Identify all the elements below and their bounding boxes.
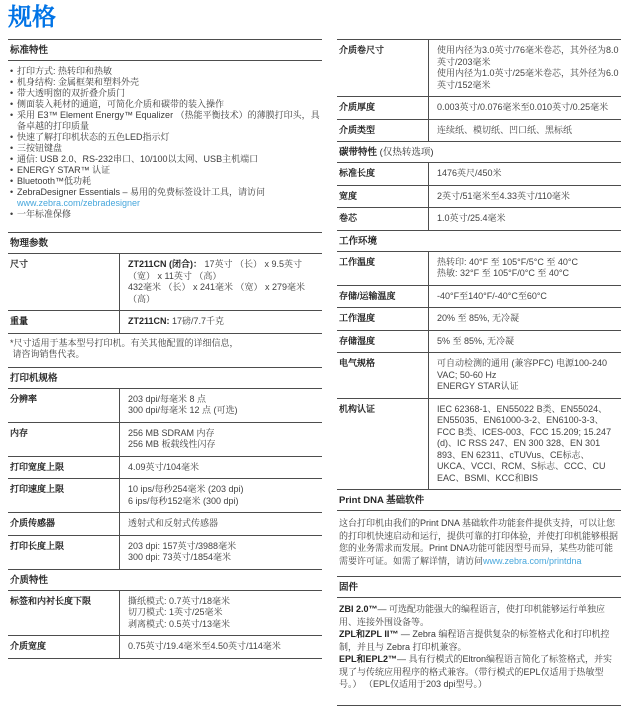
spec-label: 存储/运输温度	[337, 286, 429, 308]
table-row	[337, 120, 621, 143]
table-row	[8, 389, 322, 423]
weight-value: 17磅/7.7千克	[169, 316, 225, 327]
spec-value: 透射式和反射式传感器	[128, 518, 219, 529]
firmware-list	[337, 598, 621, 706]
physical-table	[8, 254, 322, 334]
media-roll-table	[337, 39, 621, 142]
firmware-desc: — Zebra 编程语言提供复杂的标签格式化和打印机控制，并且与 Zebra 打印机兼容。	[339, 629, 610, 652]
spec-label: 介质宽度	[8, 636, 120, 658]
spec-label: 存储湿度	[337, 331, 429, 353]
section-title: 碳带特性	[339, 147, 378, 159]
section-header-environment	[337, 231, 621, 252]
spec-label: 宽度	[337, 186, 429, 208]
table-row	[337, 163, 621, 186]
printdna-description	[337, 511, 621, 576]
firmware-name: ZPL和ZPL II™	[339, 629, 399, 640]
table-row-dimensions	[8, 254, 322, 311]
table-row	[337, 331, 621, 354]
spec-label: 介质传感器	[8, 513, 120, 535]
spec-label: 机构认证	[337, 399, 429, 490]
model-name: ZT211CN (闭合)：	[128, 259, 203, 270]
section-header-physical	[8, 232, 322, 254]
spec-value: 5% 至 85%, 无冷凝	[437, 335, 515, 346]
section-title: 固件	[339, 582, 359, 594]
spec-label: 标签和内衬长度下限	[8, 591, 120, 636]
section-header-printer-specs	[8, 367, 322, 389]
spec-value	[120, 254, 322, 310]
firmware-name: ZBI 2.0™	[339, 604, 378, 615]
firmware-name: EPL和EPL2™	[339, 654, 398, 665]
dimensions-inches: 17英寸 （长） x 9.5英寸 （宽） x 11英寸 （高）	[128, 259, 303, 281]
printdna-link[interactable]: www.zebra.com/printdna	[483, 555, 582, 566]
spec-value: 4.09英寸/104毫米	[128, 461, 200, 472]
spec-value: 热转印: 40°F 至 105°F/5°C 至 40°C 热敏: 32°F 至 105°F/0°C 至 40°C	[437, 256, 578, 279]
feature-item: • 带大透明窗的双折叠介质门	[10, 88, 322, 99]
feature-item: • 三按钮键盘	[10, 143, 322, 154]
spec-value: IEC 62368-1、EN55022 B类、EN55024、EN55035、EN61000-3-2、EN6100-3-3、FCC B类、ICES-003、FCC 15.209; 15.247 (d)、IC RSS 247、EN 300 328、EN 301 893、EN 62311、cTUVus、CE标志、UKCA、VCCI、RCM、S标志、CCC、CU EAC、BSMI、KCC和BIS	[437, 403, 612, 483]
printer-specs-table	[8, 389, 322, 570]
standard-features-list	[8, 66, 322, 220]
spec-value: 可自动检测的通用 (兼容PFC) 电源100-240 VAC; 50-60 Hz ENERGY STAR认证	[437, 358, 608, 392]
feature-item: • 打印方式: 热转印和热敏	[10, 66, 322, 77]
dimensions-footnote: *尺寸适用于基本型号打印机。有关其他配置的详细信息， 请咨询销售代表。	[10, 337, 239, 359]
spec-value: -40°F至140°F/-40°C至60°C	[437, 290, 547, 301]
ribbon-table	[337, 163, 621, 231]
section-title: 打印机规格	[10, 372, 58, 384]
spec-value: 0.75英寸/19.4毫米至4.50英寸/114毫米	[128, 641, 281, 652]
spec-label: 工作温度	[337, 252, 429, 285]
table-row	[8, 536, 322, 570]
feature-item: • ENERGY STAR™ 认证	[10, 165, 322, 176]
table-row	[337, 353, 621, 399]
right-column	[337, 39, 621, 706]
page-title: 规格	[8, 4, 56, 31]
spec-label: 打印长度上限	[8, 536, 120, 569]
spec-label: 打印宽度上限	[8, 457, 120, 479]
firmware-desc: — 具有行模式的Eltron编程语言简化了标签格式，并实现了与传统应用程序的格式兼容。（带行模式的EPL仅适用于热敏型号。） （EPL仅适用于203 dpi型号。）	[339, 654, 613, 690]
spec-value: 256 MB SDRAM 内存 256 MB 板载线性闪存	[128, 427, 216, 450]
spec-value: 2英寸/51毫米至4.33英寸/110毫米	[437, 190, 570, 201]
spec-label: 分辨率	[8, 389, 120, 422]
section-title: 物理参数	[10, 238, 49, 250]
dimensions-mm: 432毫米 （长） x 241毫米 （宽） x 279毫米 （高）	[128, 282, 306, 304]
table-row	[8, 636, 322, 659]
spec-value: 0.003英寸/0.076毫米至0.010英寸/0.25毫米	[437, 102, 609, 113]
table-row	[337, 286, 621, 309]
feature-item: • 一年标准保修	[10, 209, 322, 220]
spec-value: 使用内径为3.0英寸/76毫米卷芯，其外径为8.0英寸/203毫米 使用内径为1.0英寸/25毫米卷芯，其外径为6.0英寸/152毫米	[437, 45, 619, 90]
table-row	[337, 97, 621, 120]
spec-label: 电气规格	[337, 353, 429, 398]
zebradesigner-link[interactable]: www.zebra.com/zebradesigner	[17, 198, 141, 209]
section-header-printdna	[337, 490, 621, 511]
table-row	[8, 513, 322, 536]
section-header-media	[8, 570, 322, 591]
printdna-text: 这台打印机由我们的Print DNA 基础软件功能套件提供支持，可以让您的打印机快速启动和运行，提供可靠的打印体验，并使打印机能够根据您的业务需求而发展。Print DNA功能可能因型号而异，某些功能可能需要许可证。如需了解详情，请访问	[339, 518, 619, 566]
spec-label: 介质类型	[337, 120, 429, 142]
section-header-firmware	[337, 576, 621, 598]
spec-value: 撕纸模式: 0.7英寸/18毫米 切刀模式: 1英寸/25毫米 剥离模式: 0.5英寸/13毫米	[128, 595, 231, 629]
spec-label: 工作湿度	[337, 308, 429, 330]
table-row	[337, 40, 621, 97]
two-column-layout	[8, 39, 623, 706]
feature-item: • Bluetooth™低功耗	[10, 176, 322, 187]
feature-item: • 侧面装入耗材的通道，可简化介质和碳带的装入操作	[10, 99, 322, 110]
firmware-item-zpl	[339, 628, 619, 653]
feature-item: • 采用 E3™ Element Energy™ Equalizer （热能平衡技术）的薄膜打印头，具备卓越的打印质量	[10, 110, 322, 132]
feature-item: • 通信: USB 2.0、RS-232串口、10/100以太网、USB主机端口	[10, 154, 322, 165]
spec-label: 卷芯	[337, 208, 429, 230]
spec-label: 打印速度上限	[8, 479, 120, 512]
spec-value	[120, 311, 322, 333]
spec-value: 连续纸、模切纸、凹口纸、黑标纸	[437, 124, 573, 135]
section-title: 介质特性	[10, 574, 49, 586]
feature-item: • 机身结构: 金属框架和塑料外壳	[10, 77, 322, 88]
firmware-desc: — 可选配功能强大的编程语言，使打印机能够运行单独应用、连接外围设备等。	[339, 604, 606, 627]
media-table	[8, 591, 322, 659]
feature-item-text: ZebraDesigner Essentials – 易用的免费标签设计工具，请访问	[17, 187, 266, 198]
left-column	[8, 39, 322, 659]
spec-label: 尺寸	[8, 254, 120, 310]
firmware-item-zbi	[339, 603, 619, 628]
section-header-ribbon	[337, 142, 621, 163]
spec-label: 介质卷尺寸	[337, 40, 429, 96]
section-title: 工作环境	[339, 235, 378, 247]
spec-label: 内存	[8, 423, 120, 456]
table-row	[8, 591, 322, 637]
section-title: Print DNA 基础软件	[339, 495, 425, 507]
section-title: 标准特性	[10, 45, 49, 57]
table-row	[8, 457, 322, 480]
environment-table	[337, 252, 621, 491]
spec-value: 20% 至 85%, 无冷凝	[437, 313, 520, 324]
spec-label: 标准长度	[337, 163, 429, 185]
table-row	[8, 479, 322, 513]
firmware-item-epl	[339, 653, 619, 691]
spec-label: 介质厚度	[337, 97, 429, 119]
section-title-note: (仅热转选项)	[377, 147, 434, 159]
feature-item: • 快速了解打印机状态的五色LED指示灯	[10, 132, 322, 143]
spec-value: 10 ips/每秒254毫米 (203 dpi) 6 ips/每秒152毫米 (300 dpi)	[128, 484, 244, 506]
table-row	[337, 252, 621, 286]
spec-value: 203 dpi/每毫米 8 点 300 dpi/每毫米 12 点 (可选)	[128, 393, 238, 416]
model-name: ZT211CN:	[128, 316, 170, 327]
spec-value: 203 dpi: 157英寸/3988毫米 300 dpi: 73英寸/1854毫米	[128, 540, 237, 563]
table-row-weight	[8, 311, 322, 334]
table-row	[337, 399, 621, 491]
feature-item-zebradesigner	[10, 187, 322, 209]
section-header-standard-features	[8, 39, 322, 61]
table-row	[8, 423, 322, 457]
table-row	[337, 208, 621, 231]
spec-value: 1.0英寸/25.4毫米	[437, 213, 506, 224]
table-row	[337, 186, 621, 209]
table-row	[337, 308, 621, 331]
spec-value: 1476英尺/450米	[437, 168, 502, 179]
spec-label: 重量	[8, 311, 120, 333]
